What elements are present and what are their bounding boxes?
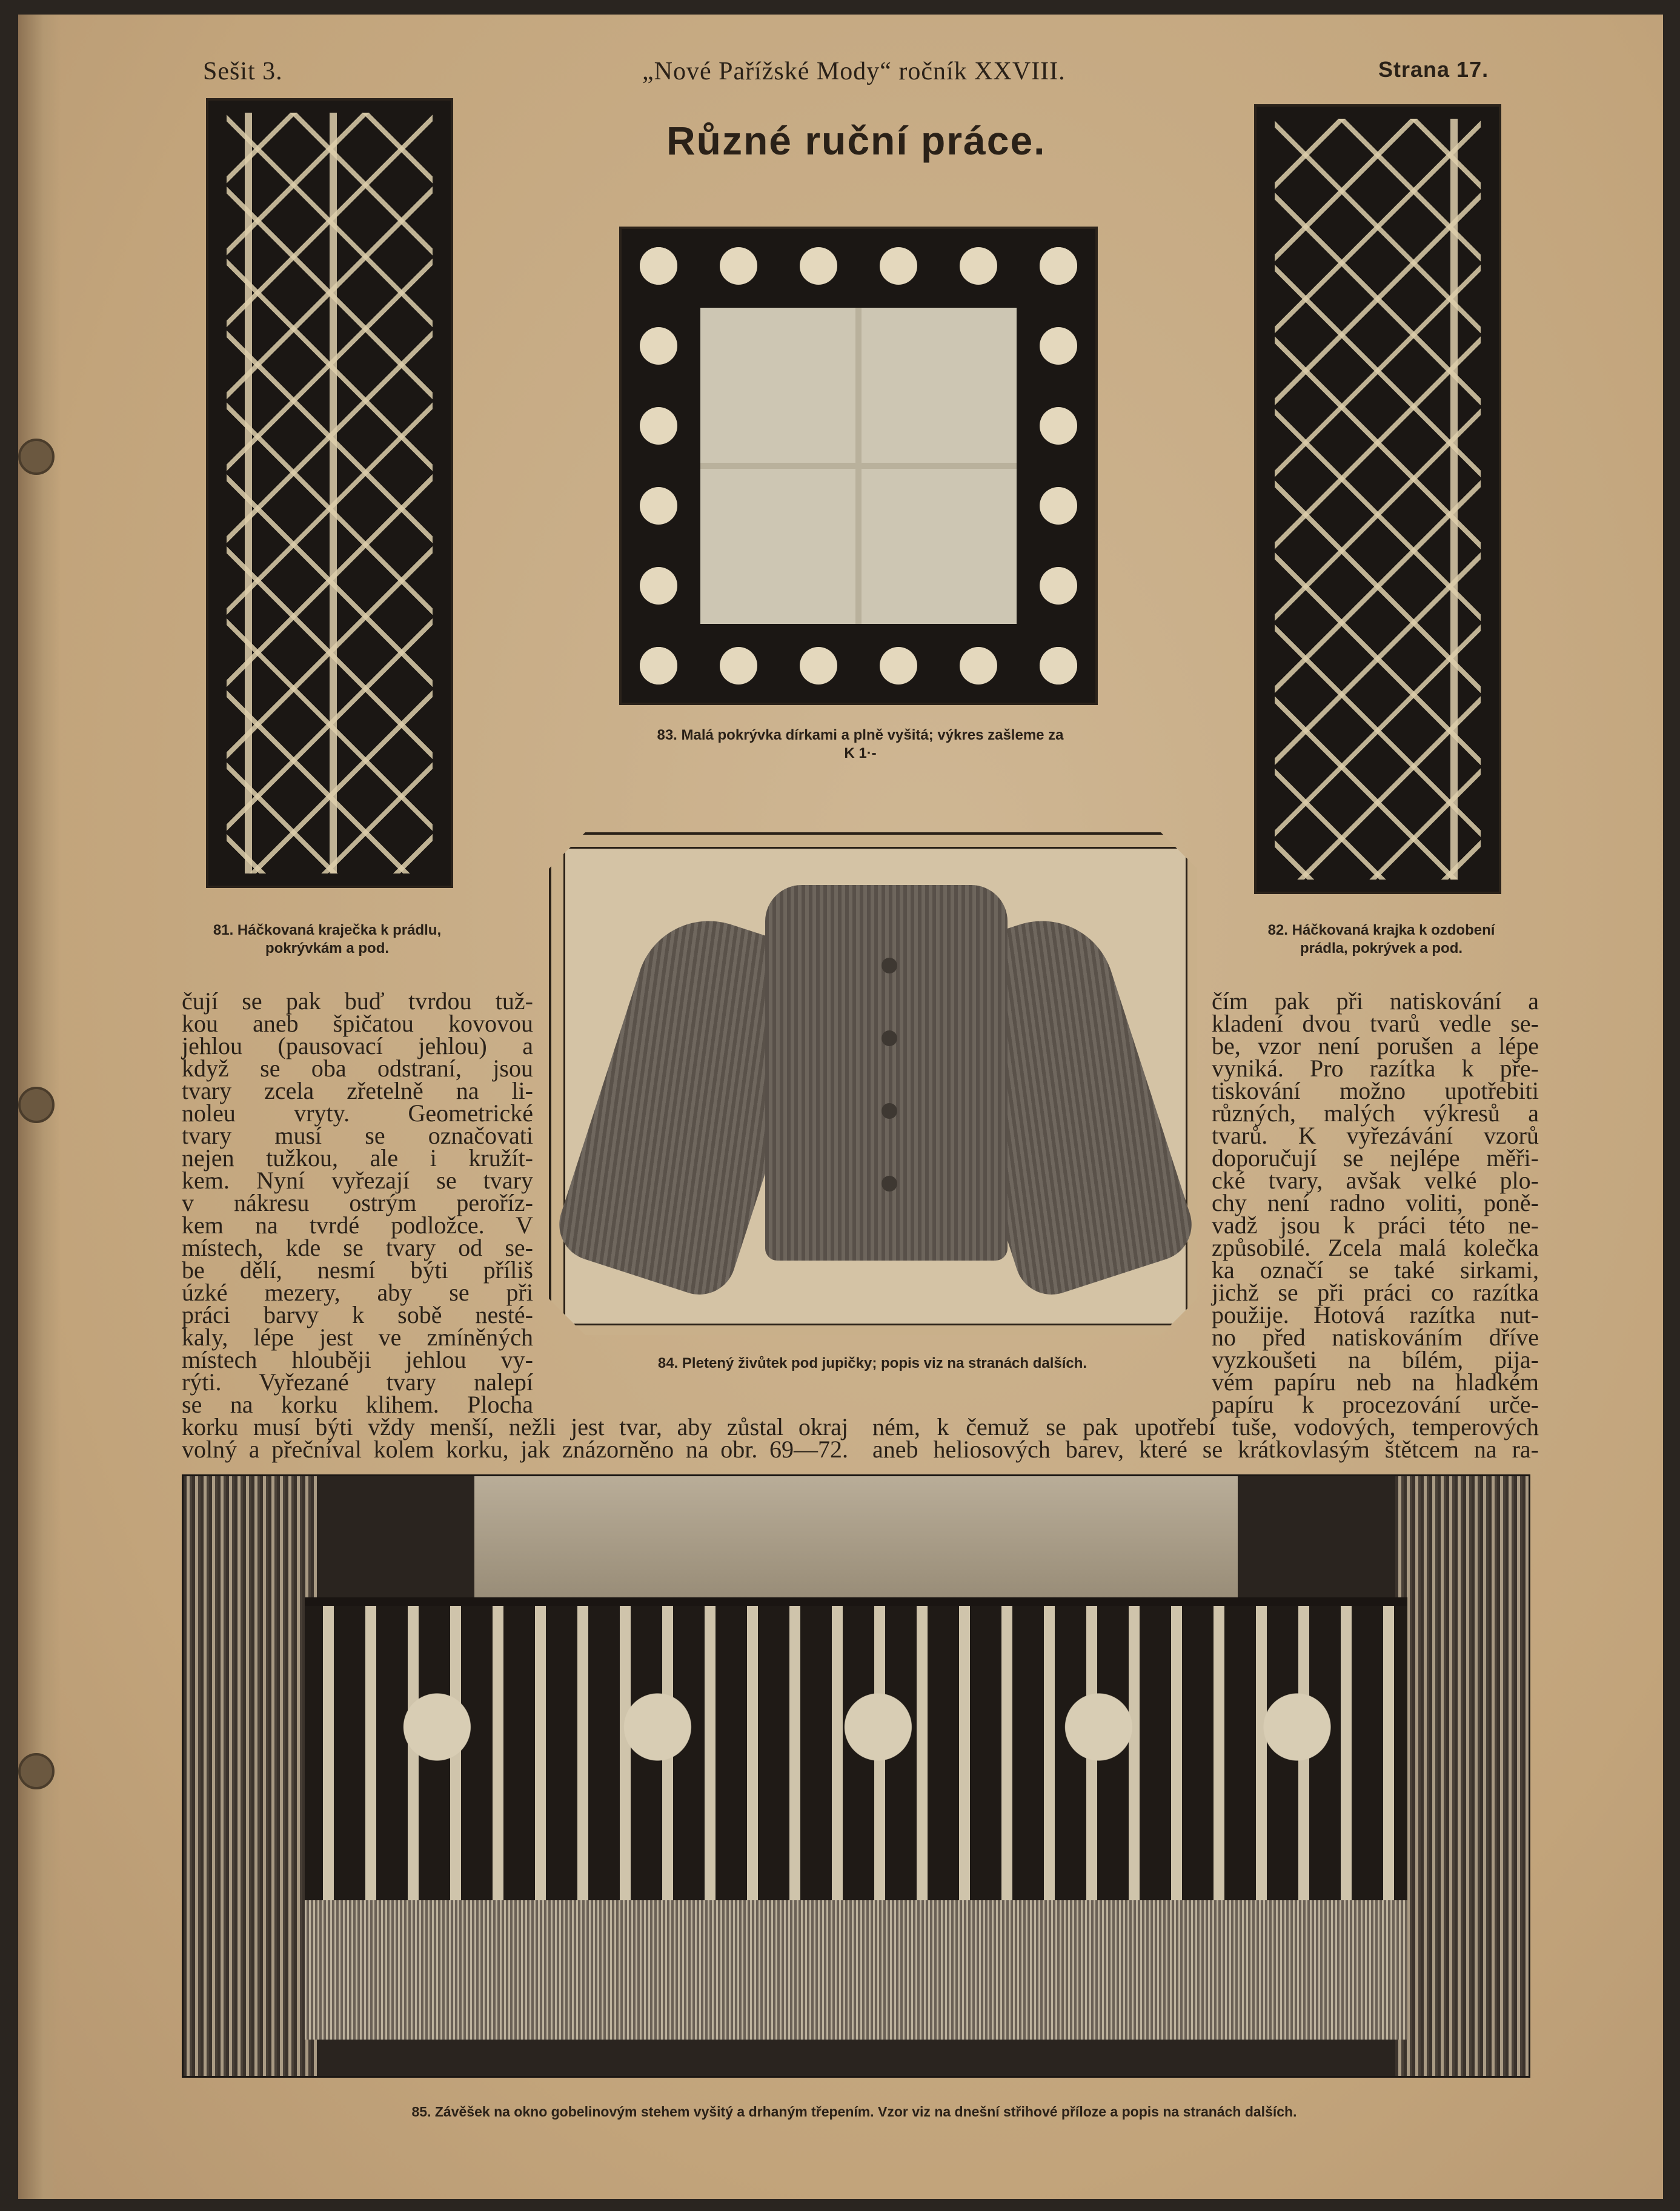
window-pane: [474, 1476, 1238, 1609]
caption-fig83: 83. Malá pokrývka dírkami a plně vyšitá; výkres zašleme za K 1·-: [657, 727, 1064, 761]
curtain-drape: [1395, 1476, 1529, 2076]
caption-fig85: 85. Závěšek na okno gobelinovým stehem vyšitý a drhaným třepením. Vzor viz na dnešní střihové příloze a popis na stranách dalších.: [411, 2104, 1297, 2120]
header-page-number: Strana 17.: [1378, 57, 1489, 82]
jacket-body: [765, 885, 1008, 1261]
caption-fig81: 81. Háčkovaná kraječka k prádlu, pokrývkám a pod.: [213, 922, 442, 956]
figure-85-curtain-photo: [182, 1474, 1530, 2078]
jacket-button: [882, 958, 897, 973]
caption-fig84: 84. Pletený živůtek pod jupičky; popis viz na stranách dalších.: [657, 1355, 1087, 1371]
figure-84-jacket-photo: [563, 847, 1187, 1325]
magazine-page: [18, 15, 1663, 2199]
binding-ring: [18, 439, 55, 475]
header-magazine: „Nové Pařížské Mody“ ročník XXVIII.: [642, 58, 1066, 85]
caption-fig82: 82. Háčkovaná krajka k ozdobení prádla, pokrývek a pod.: [1267, 922, 1495, 956]
jacket-button: [882, 1103, 897, 1119]
text-bottom-right: ném, k čemuž se pak upotřebí tuše, vodových, temperových aneb heliosových barev, které se krátkovlasým štětcem na ra-: [872, 1413, 1539, 1463]
jacket-button: [882, 1176, 897, 1192]
figure-84-frame: [549, 832, 1202, 1340]
figure-83-doily-photo: [619, 227, 1098, 705]
knotted-fringe: [305, 1900, 1407, 2040]
figure-82-lace-photo: [1254, 104, 1501, 894]
text-column-right: čím pak při natiskování a kladení dvou tvarů vedle se- be, vzor není porušen a lépe vyniká. Pro razítka k pře- tiskování možno upotřebiti různých, malých výkresů a tvarů. K vyřezávání vzorů doporučují se nejlépe měři- cké tvary, avšak velké plo- chy není radno voliti, poně- vadž jsou k práci této ne- způsobilé. Zcela malá kolečka ka označí se také sirkami, jichž se při práci co razítka použije. Hotová razítka nut- no před natiskováním dříve vyzkoušeti na bílém, pija- vém papíru neb na hladkém papíru k procezování urče-: [1212, 987, 1539, 1418]
binding-ring: [18, 1087, 55, 1123]
text-column-left: čují se pak buď tvrdou tuž- kou aneb špičatou kovovou jehlou (pausovací jehlou) a když se oba odstraní, jsou tvary zcela zřetelně na li- noleu vryty. Geometrické tvary musí se označovati nejen tužkou, ale i kružít- kem. Nyní vyřezají se tvary v nákresu ostrým peroříz- kem na tvrdé podložce. V místech, kde se tvary od se- be dělí, nesmí býti příliš úzké mezery, aby se při práci barvy k sobě nesté- kaly, lépe jest ve zmíněných místech hlouběji jehlou vy- rýti. Vyřezané tvary nalepí se na korku klihem. Plocha: [182, 987, 533, 1418]
lace-pattern: [1275, 119, 1481, 880]
embroidered-valance: [305, 1597, 1407, 1909]
doily-center: [700, 308, 1017, 624]
binding-ring: [18, 1753, 55, 1789]
curtain-drape: [184, 1476, 317, 2076]
header-issue: Sešit 3.: [203, 58, 283, 85]
jacket-button: [882, 1030, 897, 1046]
text-bottom-left: korku musí býti vždy menší, nežli jest tvar, aby zůstal okraj volný a přečníval kolem korku, jak znázorněno na obr. 69—72.: [182, 1413, 848, 1463]
figure-81-lace-photo: [206, 98, 453, 888]
page-title: Různé ruční práce.: [666, 118, 1046, 163]
